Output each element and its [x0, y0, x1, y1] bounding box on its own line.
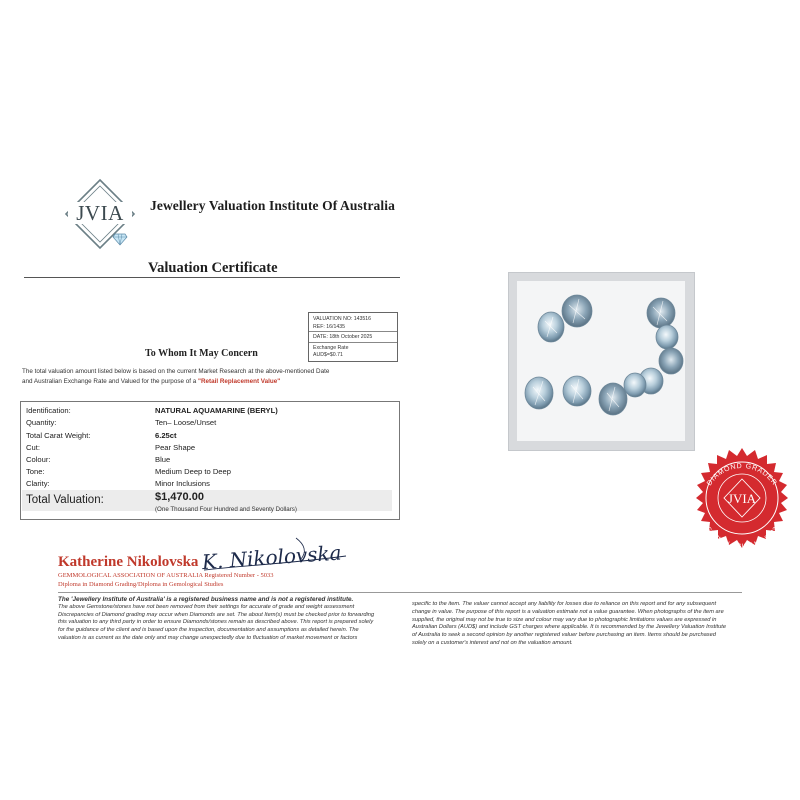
disclaimer-line: Discrepancies of Diamond grading may occur when Diamonds are set. The about Item(s) must be checked prior to forwarding [58, 611, 375, 618]
intro-line-2 [22, 378, 280, 385]
exchange-rate-label: Exchange Rate [313, 345, 349, 351]
certificate-title: Valuation Certificate [148, 260, 278, 276]
disclaimer-line: change in value. The purpose of this report is a valuation estimate not a value guarantee. When photographs of the item are [412, 608, 724, 615]
disclaimer-line: valuation is as current as the date only and may change unexpectedly due to fluctuation of market movement or factors [58, 634, 358, 641]
seal-top-text: DIAMOND GRADER [706, 462, 778, 488]
detail-label: Colour: [26, 455, 51, 464]
detail-value: Minor Inclusions [155, 479, 210, 488]
valuation-details-table [20, 401, 400, 520]
detail-value: NATURAL AQUAMARINE (BERYL) [155, 406, 278, 415]
disclaimer-heading: The 'Jewellery Institute of Australia' is a registered business name and is not a registered institute. [58, 596, 354, 603]
detail-value: Medium Deep to Deep [155, 467, 231, 476]
disclaimer-left [58, 596, 398, 643]
detail-label: Clarity: [26, 479, 50, 488]
seal-bottom-text: GEMMOLOGIST NO.5033 [704, 525, 780, 551]
total-valuation-amount: $1,470.00 [155, 491, 204, 503]
detail-label: Identification: [26, 406, 71, 415]
footer-divider [58, 592, 742, 593]
gemstones-image [517, 281, 685, 441]
detail-value: Blue [155, 455, 171, 464]
jvia-logo [62, 176, 138, 254]
disclaimer-line: this valuation to any third party in order to ensure Diamonds/stones remain as described above. This report is prepared solely [58, 619, 374, 626]
disclaimer-line: supplied, the original may not be true to size and colour may vary due to photographic limitations values are expressed in [412, 616, 717, 623]
detail-value: Ten– Loose/Unset [155, 418, 217, 427]
retail-replacement-value-label: "Retail Replacement Value" [197, 378, 281, 385]
detail-value: 6.25ct [155, 431, 177, 440]
intro-line-2-text: and Australian Exchange Rate and Valued for the purpose of a [22, 378, 198, 385]
institute-name: Jewellery Valuation Institute Of Australia [150, 198, 395, 213]
diamond-grader-seal [683, 446, 800, 564]
valuer-registration: GEMMOLOGICAL ASSOCIATION OF AUSTRALIA Registered Number - 5033 [58, 572, 274, 579]
valuer-diplomas: Diploma in Diamond Grading/Diploma in Gemological Studies [58, 581, 224, 588]
detail-label: Total Carat Weight: [26, 431, 91, 440]
svg-text:JVIA: JVIA [76, 201, 124, 225]
exchange-rate-value: AUD$=$0.71 [313, 352, 343, 358]
intro-line-1: The total valuation amount listed below is based on the current Market Research at the above-mentioned Date [22, 368, 330, 375]
reference-number: REF: 16/1435 [313, 324, 346, 330]
disclaimer-right [412, 601, 752, 648]
valuation-info-box [308, 312, 398, 362]
disclaimer-line: solely on a customer's interest and not on the valuation amount. [412, 639, 573, 646]
detail-label: Quantity: [26, 418, 57, 427]
signature-text: K. Nikolovska [201, 540, 343, 575]
title-divider [24, 277, 400, 278]
total-valuation-words: (One Thousand Four Hundred and Seventy Dollars) [155, 506, 297, 513]
disclaimer-line: The above Gemstone/stones have not been removed from their settings for accurate of grade and weight assessment [58, 603, 355, 610]
disclaimer-line: of Australia to seek a second opinion by another registered valuer before purchasing an item. Items should be purchased [412, 632, 716, 639]
detail-value: Pear Shape [155, 443, 196, 452]
detail-label: Tone: [26, 467, 45, 476]
seal-logo-text: JVIA [727, 491, 757, 506]
total-valuation-label: Total Valuation: [26, 494, 104, 506]
disclaimer-line: Australian Dollars (AUD$) and include GST charges where applicable. It is recommended by the Jewellery Valuation Institute [412, 624, 727, 631]
disclaimer-line: for the guidance of the client and is based upon the inspection, documentation and assumptions as detailed herein. The [58, 627, 359, 634]
valuation-number: VALUATION NO: 143516 [313, 316, 372, 322]
disclaimer-line: specific to the item. The valuer cannot accept any liability for losses due to reliance on this report and for any subsequent [412, 601, 717, 607]
gemstone-photo [508, 272, 695, 451]
detail-label: Cut: [26, 443, 40, 452]
valuation-date: DATE: 18th October 2025 [313, 334, 373, 340]
salutation: To Whom It May Concern [145, 348, 258, 359]
valuer-name: Katherine Nikolovska [58, 554, 199, 570]
